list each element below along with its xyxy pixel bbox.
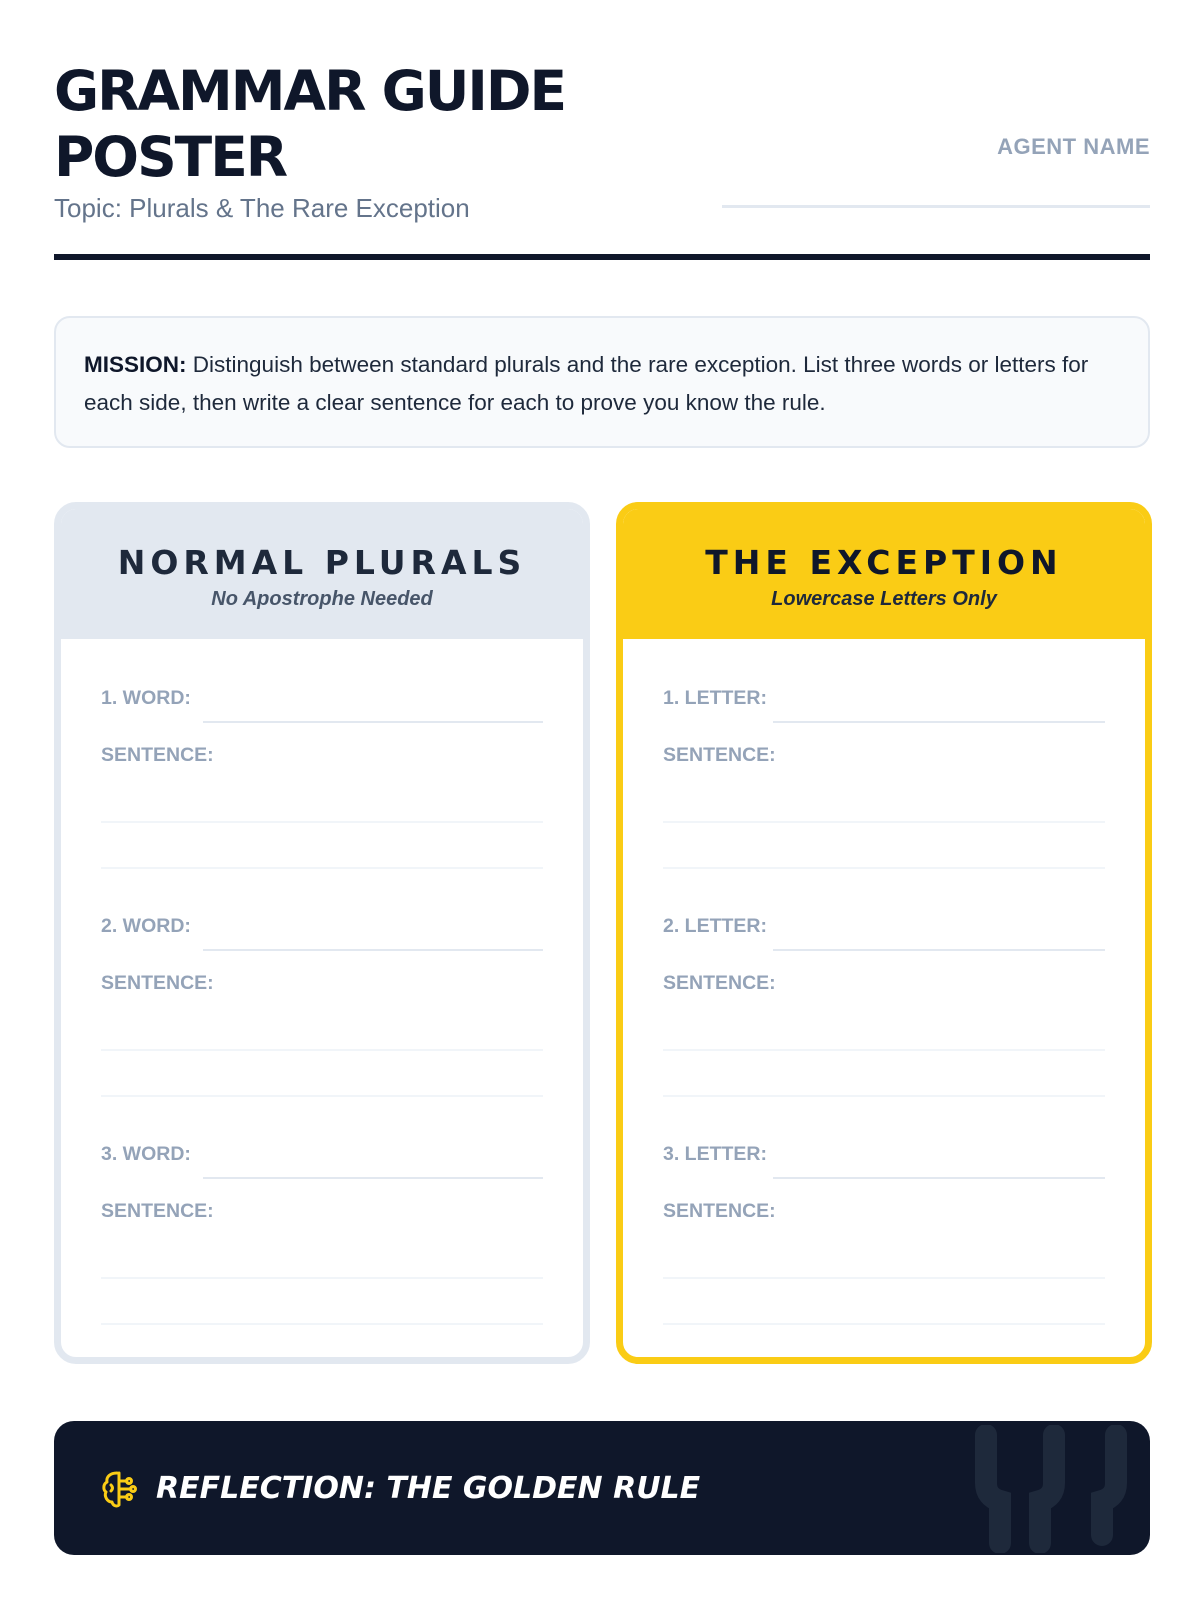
- word-label: 1. WORD:: [101, 687, 191, 709]
- list-item: [101, 867, 543, 1095]
- sentence-line[interactable]: [663, 1323, 1105, 1325]
- sentence-line[interactable]: [663, 1277, 1105, 1279]
- normal-plurals-subtitle: No Apostrophe Needed: [211, 588, 433, 610]
- exception-title: THE EXCEPTION: [705, 543, 1063, 582]
- word-input-line[interactable]: [203, 721, 543, 723]
- page-title: GRAMMAR GUIDE POSTER: [54, 59, 566, 189]
- exception-subtitle: Lowercase Letters Only: [771, 588, 997, 610]
- list-item: [101, 639, 543, 867]
- letter-input-line[interactable]: [773, 949, 1105, 951]
- reflection-title: REFLECTION: THE GOLDEN RULE: [156, 1471, 701, 1506]
- exception-header: [623, 509, 1145, 639]
- header-divider: [54, 254, 1150, 260]
- letter-label: 3. LETTER:: [663, 1143, 768, 1165]
- letter-label: 2. LETTER:: [663, 915, 768, 937]
- mission-text: Distinguish between standard plurals and the rare exception. List three words or letters for each side, then write a clear sentence for each to prove you know the rule.: [84, 352, 1089, 415]
- agent-name-label: AGENT NAME: [997, 134, 1150, 159]
- reflection-banner: [54, 1421, 1150, 1555]
- word-input-line[interactable]: [203, 949, 543, 951]
- list-item: [663, 639, 1105, 867]
- mission-label: MISSION:: [84, 352, 187, 377]
- sentence-line[interactable]: [101, 1277, 543, 1279]
- sentence-line[interactable]: [663, 1049, 1105, 1051]
- sentence-line[interactable]: [663, 821, 1105, 823]
- normal-plurals-title: NORMAL PLURALS: [117, 543, 527, 582]
- mission-box: [54, 316, 1150, 448]
- sentence-label: SENTENCE:: [663, 744, 776, 766]
- letter-input-line[interactable]: [773, 721, 1105, 723]
- quote-icon: [952, 1425, 1148, 1553]
- word-label: 2. WORD:: [101, 915, 191, 937]
- sentence-line[interactable]: [101, 821, 543, 823]
- poster-header: [54, 58, 1150, 260]
- sentence-label: SENTENCE:: [663, 1200, 776, 1222]
- topic-subtitle: Topic: Plurals & The Rare Exception: [54, 193, 470, 223]
- letter-label: 1. LETTER:: [663, 687, 768, 709]
- agent-name-field: [722, 134, 1150, 160]
- normal-plurals-entries: [101, 639, 543, 1323]
- word-input-line[interactable]: [203, 1177, 543, 1179]
- brain-icon: [100, 1469, 138, 1509]
- normal-plurals-card: [54, 502, 590, 1364]
- exception-card: [616, 502, 1152, 1364]
- list-item: [663, 1095, 1105, 1323]
- list-item: [663, 867, 1105, 1095]
- sentence-label: SENTENCE:: [101, 744, 214, 766]
- sentence-label: SENTENCE:: [101, 1200, 214, 1222]
- list-item: [101, 1095, 543, 1323]
- word-label: 3. WORD:: [101, 1143, 191, 1165]
- exception-entries: [663, 639, 1105, 1323]
- sentence-line[interactable]: [101, 1323, 543, 1325]
- sentence-label: SENTENCE:: [663, 972, 776, 994]
- sentence-line[interactable]: [101, 1049, 543, 1051]
- sentence-label: SENTENCE:: [101, 972, 214, 994]
- agent-name-input-line[interactable]: [722, 205, 1150, 208]
- normal-plurals-header: [61, 509, 583, 639]
- letter-input-line[interactable]: [773, 1177, 1105, 1179]
